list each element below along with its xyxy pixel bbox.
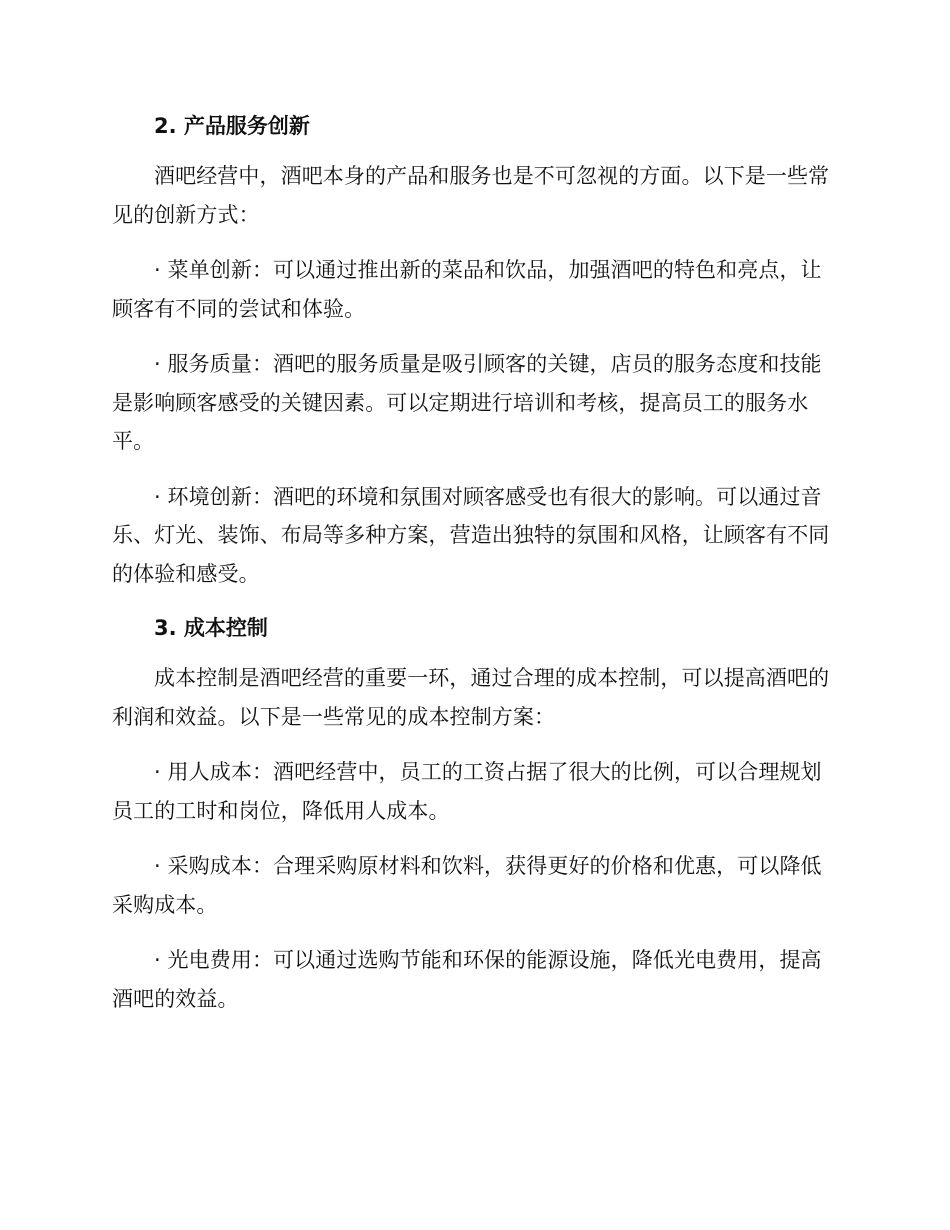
bullet-electricity-cost: · 光电费用：可以通过选购节能和环保的能源设施，降低光电费用，提高酒吧的效益。: [112, 948, 822, 1011]
bullet-environment-innovation: · 环境创新：酒吧的环境和氛围对顾客感受也有很大的影响。可以通过音乐、灯光、装饰、布局等多种方案，营造出独特的氛围和风格，让顾客有不同的体验和感受。: [112, 484, 830, 586]
document-page: [112, 108, 838, 1035]
section-heading-product-service-innovation: 2. 产品服务创新: [154, 114, 310, 138]
bullet-service-quality: · 服务质量：酒吧的服务质量是吸引顾客的关键，店员的服务态度和技能是影响顾客感受的关键因素。可以定期进行培训和考核，提高员工的服务水平。: [112, 352, 822, 453]
section-heading-cost-control: 3. 成本控制: [154, 616, 268, 640]
paragraph-intro-cost-control: 成本控制是酒吧经营的重要一环，通过合理的成本控制，可以提高酒吧的利润和效益。以下是一些常见的成本控制方案：: [112, 666, 830, 729]
paragraph-intro-innovation: 酒吧经营中，酒吧本身的产品和服务也是不可忽视的方面。以下是一些常见的创新方式：: [112, 164, 830, 227]
bullet-purchase-cost: · 采购成本：合理采购原材料和饮料，获得更好的价格和优惠，可以降低采购成本。: [112, 854, 822, 917]
bullet-menu-innovation: · 菜单创新：可以通过推出新的菜品和饮品，加强酒吧的特色和亮点，让顾客有不同的尝试和体验。: [112, 258, 822, 321]
bullet-labor-cost: · 用人成本：酒吧经营中，员工的工资占据了很大的比例，可以合理规划员工的工时和岗位，降低用人成本。: [112, 760, 822, 823]
